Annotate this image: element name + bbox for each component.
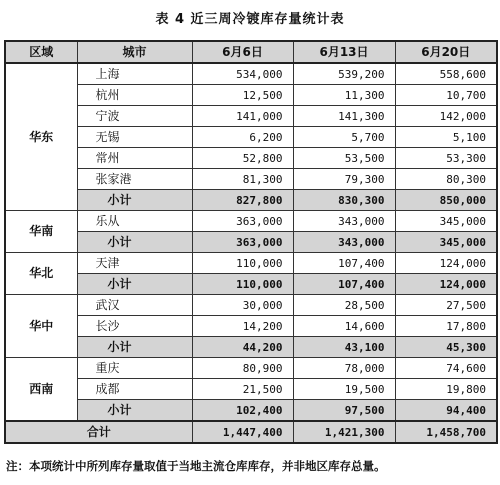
value-cell: 17,800 (395, 316, 497, 337)
region-cell: 华北 (5, 253, 77, 295)
value-cell: 14,200 (192, 316, 293, 337)
table-row (5, 358, 497, 379)
subtotal-value: 830,300 (293, 190, 395, 211)
subtotal-value: 97,500 (293, 400, 395, 422)
value-cell: 539,200 (293, 63, 395, 85)
value-cell: 81,300 (192, 169, 293, 190)
header-city: 城市 (77, 41, 192, 63)
total-label: 合计 (5, 421, 192, 443)
city-cell: 重庆 (77, 358, 192, 379)
value-cell: 27,500 (395, 295, 497, 316)
subtotal-value: 110,000 (192, 274, 293, 295)
subtotal-row (5, 190, 497, 211)
value-cell: 53,300 (395, 148, 497, 169)
subtotal-row (5, 274, 497, 295)
value-cell: 80,300 (395, 169, 497, 190)
header-region: 区域 (5, 41, 77, 63)
header-date-2: 6月13日 (293, 41, 395, 63)
subtotal-value: 44,200 (192, 337, 293, 358)
value-cell: 343,000 (293, 211, 395, 232)
value-cell: 14,600 (293, 316, 395, 337)
region-cell: 华南 (5, 211, 77, 253)
total-value: 1,421,300 (293, 421, 395, 443)
value-cell: 5,700 (293, 127, 395, 148)
value-cell: 141,000 (192, 106, 293, 127)
value-cell: 21,500 (192, 379, 293, 400)
city-cell: 宁波 (77, 106, 192, 127)
value-cell: 363,000 (192, 211, 293, 232)
table-row (5, 295, 497, 316)
header-date-1: 6月6日 (192, 41, 293, 63)
city-cell: 武汉 (77, 295, 192, 316)
total-value: 1,447,400 (192, 421, 293, 443)
value-cell: 19,500 (293, 379, 395, 400)
total-row (5, 421, 497, 443)
subtotal-value: 94,400 (395, 400, 497, 422)
subtotal-value: 363,000 (192, 232, 293, 253)
value-cell: 53,500 (293, 148, 395, 169)
value-cell: 558,600 (395, 63, 497, 85)
value-cell: 52,800 (192, 148, 293, 169)
subtotal-label: 小计 (77, 190, 192, 211)
value-cell: 141,300 (293, 106, 395, 127)
value-cell: 142,000 (395, 106, 497, 127)
city-cell: 长沙 (77, 316, 192, 337)
table-row (5, 379, 497, 400)
table-row (5, 85, 497, 106)
subtotal-label: 小计 (77, 274, 192, 295)
table-row (5, 127, 497, 148)
city-cell: 常州 (77, 148, 192, 169)
table-row (5, 63, 497, 85)
table-row (5, 148, 497, 169)
value-cell: 10,700 (395, 85, 497, 106)
city-cell: 天津 (77, 253, 192, 274)
city-cell: 乐从 (77, 211, 192, 232)
subtotal-label: 小计 (77, 232, 192, 253)
header-row (5, 41, 497, 63)
footnote: 注：本项统计中所列库存量取值于当地主流仓库库存，并非地区库存总量。 (6, 459, 386, 473)
subtotal-label: 小计 (77, 400, 192, 422)
total-value: 1,458,700 (395, 421, 497, 443)
value-cell: 534,000 (192, 63, 293, 85)
value-cell: 6,200 (192, 127, 293, 148)
subtotal-value: 124,000 (395, 274, 497, 295)
value-cell: 12,500 (192, 85, 293, 106)
subtotal-value: 107,400 (293, 274, 395, 295)
subtotal-value: 827,800 (192, 190, 293, 211)
city-cell: 杭州 (77, 85, 192, 106)
subtotal-value: 43,100 (293, 337, 395, 358)
value-cell: 30,000 (192, 295, 293, 316)
value-cell: 110,000 (192, 253, 293, 274)
subtotal-value: 850,000 (395, 190, 497, 211)
subtotal-row (5, 337, 497, 358)
table-title: 表 4 近三周冷镀库存量统计表 (155, 12, 345, 27)
city-cell: 成都 (77, 379, 192, 400)
subtotal-label: 小计 (77, 337, 192, 358)
table-row (5, 211, 497, 232)
value-cell: 107,400 (293, 253, 395, 274)
table-row (5, 253, 497, 274)
city-cell: 上海 (77, 63, 192, 85)
table-row (5, 169, 497, 190)
subtotal-value: 343,000 (293, 232, 395, 253)
value-cell: 74,600 (395, 358, 497, 379)
subtotal-value: 102,400 (192, 400, 293, 422)
subtotal-row (5, 232, 497, 253)
table-body (5, 63, 497, 443)
subtotal-value: 45,300 (395, 337, 497, 358)
value-cell: 79,300 (293, 169, 395, 190)
value-cell: 345,000 (395, 211, 497, 232)
region-cell: 华中 (5, 295, 77, 358)
region-cell: 华东 (5, 63, 77, 211)
subtotal-value: 345,000 (395, 232, 497, 253)
value-cell: 80,900 (192, 358, 293, 379)
inventory-table (4, 40, 498, 444)
value-cell: 5,100 (395, 127, 497, 148)
city-cell: 无锡 (77, 127, 192, 148)
subtotal-row (5, 400, 497, 422)
table-row (5, 106, 497, 127)
region-cell: 西南 (5, 358, 77, 422)
city-cell: 张家港 (77, 169, 192, 190)
header-date-3: 6月20日 (395, 41, 497, 63)
value-cell: 78,000 (293, 358, 395, 379)
table-row (5, 316, 497, 337)
value-cell: 11,300 (293, 85, 395, 106)
value-cell: 28,500 (293, 295, 395, 316)
value-cell: 19,800 (395, 379, 497, 400)
value-cell: 124,000 (395, 253, 497, 274)
